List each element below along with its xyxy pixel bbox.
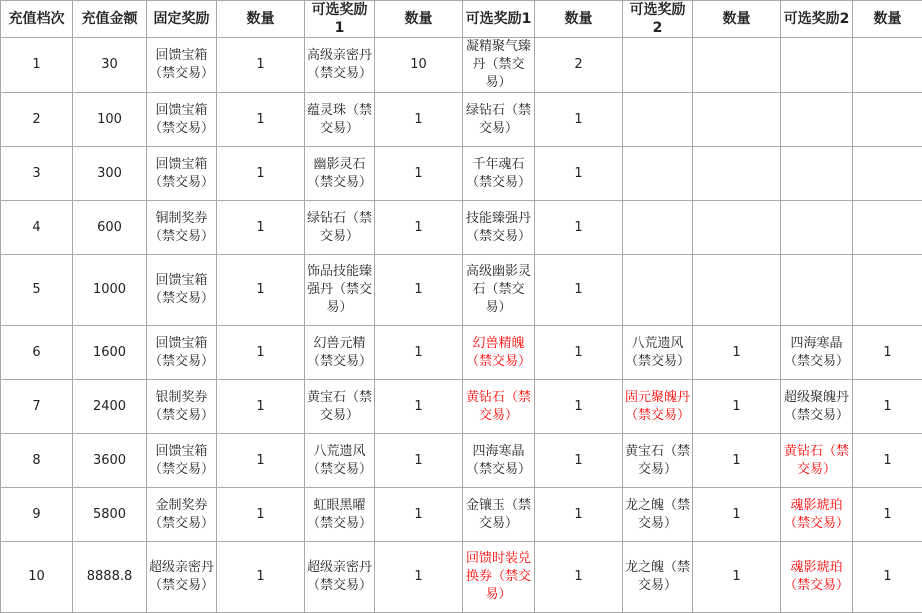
optional-reward-cell: 黄宝石（禁交易）: [623, 434, 693, 488]
amount-cell: 300: [73, 147, 147, 201]
quantity-cell: 1: [693, 326, 781, 380]
fixed-reward-cell: 回馈宝箱（禁交易）: [147, 38, 217, 93]
header-quantity: 数量: [375, 1, 463, 38]
fixed-reward-cell: 超级亲密丹（禁交易）: [147, 542, 217, 613]
quantity-cell: 10: [375, 38, 463, 93]
fixed-reward-cell: 回馈宝箱（禁交易）: [147, 434, 217, 488]
quantity-cell: 1: [375, 326, 463, 380]
tier-cell: 1: [1, 38, 73, 93]
table-row: [1, 201, 922, 255]
header-row: [1, 1, 922, 38]
quantity-cell: 1: [375, 434, 463, 488]
quantity-cell: [693, 93, 781, 147]
optional-reward-cell: 八荒遗风（禁交易）: [623, 326, 693, 380]
optional-reward-cell: [623, 38, 693, 93]
optional-reward-cell: 幻兽元精（禁交易）: [305, 326, 375, 380]
quantity-cell: 1: [535, 488, 623, 542]
quantity-cell: 1: [853, 380, 922, 434]
tier-cell: 10: [1, 542, 73, 613]
quantity-cell: 1: [217, 255, 305, 326]
optional-reward-cell: 高级幽影灵石（禁交易）: [463, 255, 535, 326]
optional-reward-cell: 四海寒晶（禁交易）: [781, 326, 853, 380]
fixed-reward-cell: 回馈宝箱（禁交易）: [147, 147, 217, 201]
quantity-cell: 1: [853, 488, 922, 542]
optional-reward-cell: 龙之魄（禁交易）: [623, 488, 693, 542]
table-row: [1, 434, 922, 488]
header-tier: 充值档次: [1, 1, 73, 38]
quantity-cell: 1: [535, 93, 623, 147]
quantity-cell: 1: [693, 434, 781, 488]
optional-reward-cell: 幻兽精魄（禁交易）: [463, 326, 535, 380]
table-row: [1, 255, 922, 326]
quantity-cell: 2: [535, 38, 623, 93]
table-row: [1, 38, 922, 93]
quantity-cell: 1: [375, 201, 463, 255]
quantity-cell: 1: [217, 542, 305, 613]
optional-reward-cell: 金镶玉（禁交易）: [463, 488, 535, 542]
optional-reward-cell: 龙之魄（禁交易）: [623, 542, 693, 613]
tier-cell: 3: [1, 147, 73, 201]
quantity-cell: [693, 201, 781, 255]
quantity-cell: 1: [535, 201, 623, 255]
header-quantity: 数量: [693, 1, 781, 38]
optional-reward-cell: [623, 201, 693, 255]
quantity-cell: 1: [375, 147, 463, 201]
quantity-cell: [853, 201, 922, 255]
amount-cell: 100: [73, 93, 147, 147]
optional-reward-cell: 超级亲密丹（禁交易）: [305, 542, 375, 613]
quantity-cell: [693, 38, 781, 93]
optional-reward-cell: 魂影琥珀（禁交易）: [781, 488, 853, 542]
header-quantity: 数量: [217, 1, 305, 38]
header-quantity: 数量: [535, 1, 623, 38]
optional-reward-cell: 魂影琥珀（禁交易）: [781, 542, 853, 613]
amount-cell: 2400: [73, 380, 147, 434]
quantity-cell: 1: [853, 434, 922, 488]
optional-reward-cell: [623, 93, 693, 147]
table-row: [1, 93, 922, 147]
tier-cell: 8: [1, 434, 73, 488]
quantity-cell: [693, 147, 781, 201]
quantity-cell: 1: [375, 542, 463, 613]
optional-reward-cell: 千年魂石（禁交易）: [463, 147, 535, 201]
quantity-cell: 1: [375, 255, 463, 326]
quantity-cell: 1: [535, 326, 623, 380]
quantity-cell: 1: [693, 380, 781, 434]
optional-reward-cell: [781, 147, 853, 201]
quantity-cell: 1: [535, 542, 623, 613]
optional-reward-cell: 黄钻石（禁交易）: [781, 434, 853, 488]
header-optional-reward: 可选奖励1: [463, 1, 535, 38]
quantity-cell: [693, 255, 781, 326]
optional-reward-cell: 黄钻石（禁交易）: [463, 380, 535, 434]
tier-cell: 9: [1, 488, 73, 542]
amount-cell: 1000: [73, 255, 147, 326]
amount-cell: 8888.8: [73, 542, 147, 613]
quantity-cell: [853, 38, 922, 93]
quantity-cell: 1: [217, 380, 305, 434]
tier-cell: 2: [1, 93, 73, 147]
header-optional-reward: 可选奖励2: [623, 1, 693, 38]
table-row: [1, 488, 922, 542]
amount-cell: 5800: [73, 488, 147, 542]
fixed-reward-cell: 金制奖券（禁交易）: [147, 488, 217, 542]
quantity-cell: 1: [535, 147, 623, 201]
table-row: [1, 147, 922, 201]
header-amount: 充值金额: [73, 1, 147, 38]
table-row: [1, 542, 922, 613]
quantity-cell: [853, 147, 922, 201]
optional-reward-cell: 超级聚魄丹（禁交易）: [781, 380, 853, 434]
quantity-cell: 1: [217, 434, 305, 488]
optional-reward-cell: 黄宝石（禁交易）: [305, 380, 375, 434]
amount-cell: 30: [73, 38, 147, 93]
amount-cell: 1600: [73, 326, 147, 380]
optional-reward-cell: 八荒遗风（禁交易）: [305, 434, 375, 488]
tier-cell: 6: [1, 326, 73, 380]
quantity-cell: 1: [535, 434, 623, 488]
optional-reward-cell: 回馈时装兑换券（禁交易）: [463, 542, 535, 613]
quantity-cell: 1: [853, 326, 922, 380]
quantity-cell: 1: [217, 201, 305, 255]
amount-cell: 3600: [73, 434, 147, 488]
quantity-cell: 1: [535, 380, 623, 434]
optional-reward-cell: 绿钻石（禁交易）: [463, 93, 535, 147]
header-optional-reward: 可选奖励2: [781, 1, 853, 38]
header-fixed-reward: 固定奖励: [147, 1, 217, 38]
optional-reward-cell: 饰品技能臻强丹（禁交易）: [305, 255, 375, 326]
optional-reward-cell: [781, 255, 853, 326]
fixed-reward-cell: 铜制奖券（禁交易）: [147, 201, 217, 255]
optional-reward-cell: 技能臻强丹（禁交易）: [463, 201, 535, 255]
quantity-cell: 1: [217, 147, 305, 201]
optional-reward-cell: 四海寒晶（禁交易）: [463, 434, 535, 488]
optional-reward-cell: 幽影灵石（禁交易）: [305, 147, 375, 201]
quantity-cell: 1: [375, 380, 463, 434]
quantity-cell: 1: [217, 488, 305, 542]
quantity-cell: 1: [217, 326, 305, 380]
tier-cell: 7: [1, 380, 73, 434]
optional-reward-cell: [781, 201, 853, 255]
header-optional-reward: 可选奖励1: [305, 1, 375, 38]
fixed-reward-cell: 回馈宝箱（禁交易）: [147, 255, 217, 326]
fixed-reward-cell: 回馈宝箱（禁交易）: [147, 93, 217, 147]
quantity-cell: 1: [375, 488, 463, 542]
optional-reward-cell: 凝精聚气臻丹（禁交易）: [463, 38, 535, 93]
amount-cell: 600: [73, 201, 147, 255]
optional-reward-cell: [781, 38, 853, 93]
tier-cell: 5: [1, 255, 73, 326]
optional-reward-cell: [623, 147, 693, 201]
header-quantity: 数量: [853, 1, 922, 38]
fixed-reward-cell: 银制奖券（禁交易）: [147, 380, 217, 434]
optional-reward-cell: 蕴灵珠（禁交易）: [305, 93, 375, 147]
fixed-reward-cell: 回馈宝箱（禁交易）: [147, 326, 217, 380]
optional-reward-cell: 高级亲密丹（禁交易）: [305, 38, 375, 93]
optional-reward-cell: 绿钻石（禁交易）: [305, 201, 375, 255]
quantity-cell: 1: [693, 488, 781, 542]
optional-reward-cell: [623, 255, 693, 326]
quantity-cell: 1: [375, 93, 463, 147]
optional-reward-cell: [781, 93, 853, 147]
quantity-cell: 1: [217, 93, 305, 147]
quantity-cell: 1: [693, 542, 781, 613]
quantity-cell: [853, 255, 922, 326]
optional-reward-cell: 固元聚魄丹（禁交易）: [623, 380, 693, 434]
quantity-cell: 1: [535, 255, 623, 326]
quantity-cell: 1: [217, 38, 305, 93]
table-row: [1, 326, 922, 380]
optional-reward-cell: 虹眼黑曜（禁交易）: [305, 488, 375, 542]
table-row: [1, 380, 922, 434]
quantity-cell: [853, 93, 922, 147]
tier-cell: 4: [1, 201, 73, 255]
quantity-cell: 1: [853, 542, 922, 613]
